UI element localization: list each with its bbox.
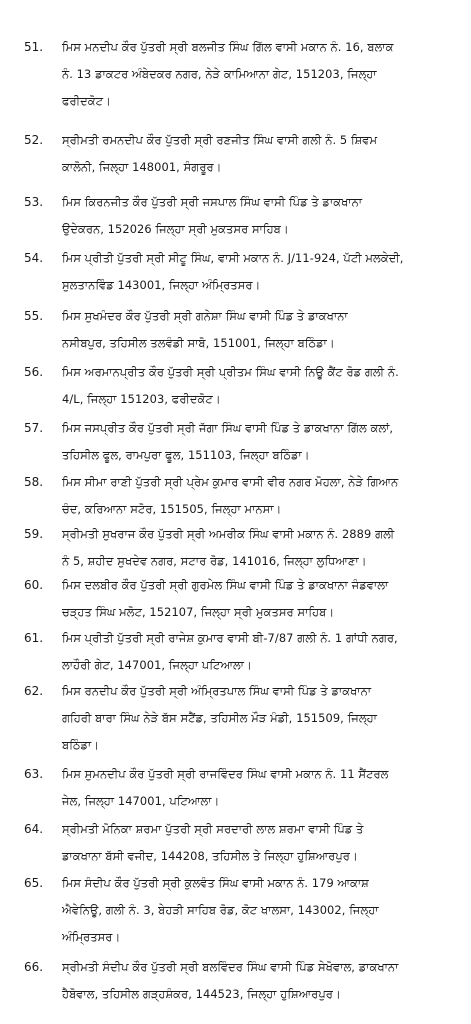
entry-text-line: ਮਿਸ ਅਰਮਾਨਪ੍ਰੀਤ ਕੌਰ ਪੁੱਤਰੀ ਸ੍ਰੀ ਪ੍ਰੀਤਮ ਸਿੰਘ ਵਾਸੀ ਨਿਊ ਕੈਂਟ ਰੋਡ ਗਲੀ ਨੰ. (62, 365, 399, 379)
entry-text-line: ਮਿਸ ਜਸਪ੍ਰੀਤ ਕੌਰ ਪੁੱਤਰੀ ਸ੍ਰੀ ਜੱਗਾ ਸਿੰਘ ਵਾਸੀ ਪਿੰਡ ਤੇ ਡਾਕਖਾਨਾ ਗਿੱਲ ਕਲਾਂ, (62, 421, 394, 435)
entry-number: 55. (24, 309, 44, 323)
entry-text-line: ਹੈਬੋਵਾਲ, ਤਹਿਸੀਲ ਗੜ੍ਹਸ਼ੰਕਰ, 144523, ਜਿਲ੍ਹਾ ਹੁਸ਼ਿਆਰਪੁਰ। (62, 987, 341, 1001)
entry-number: 57. (24, 421, 44, 435)
entry-number: 64. (24, 822, 44, 836)
entry-number: 62. (24, 684, 44, 698)
entry-text-line: ਐਵੇਨਿਊ, ਗਲੀ ਨੰ. 3, ਬੇਹੜੀ ਸਾਹਿਬ ਰੋਡ, ਕੋਟ ਖਾਲਸਾ, 143002, ਜਿਲ੍ਹਾ (62, 903, 379, 917)
entry-text-line: ਮਿਸ ਪ੍ਰੀਤੀ ਪੁੱਤਰੀ ਸ੍ਰੀ ਸੀਟੂ ਸਿੰਘ, ਵਾਸੀ ਮਕਾਨ ਨੰ. J/11-924, ਪੱਟੀ ਮਲਕੇਦੀ, (62, 251, 404, 265)
entry-text-line: 4/L, ਜਿਲ੍ਹਾ 151203, ਫਰੀਦਕੋਟ। (62, 392, 221, 406)
entry-text-line: ਮਿਸ ਸੁਖਮੰਦਰ ਕੌਰ ਪੁੱਤਰੀ ਸ੍ਰੀ ਗਨੇਸ਼ਾ ਸਿੰਘ ਵਾਸੀ ਪਿੰਡ ਤੇ ਡਾਕਖਾਨਾ (62, 309, 348, 323)
entry-text-line: ਸੁਲਤਾਨਵਿੰਡ 143001, ਜਿਲ੍ਹਾ ਅੰਮ੍ਰਿਤਸਰ। (62, 278, 261, 292)
entry-text-line: ਨੰ 5, ਸ਼ਹੀਦ ਸੁਖਦੇਵ ਨਗਰ, ਸਟਾਰ ਰੋਡ, 141016, ਜਿਲ੍ਹਾ ਲੁਧਿਆਣਾ। (62, 554, 367, 568)
entry-text-line: ਅੰਮ੍ਰਿਤਸਰ। (62, 930, 121, 944)
entry-text-line: ਨੰ. 13 ਡਾਕਟਰ ਅੰਬੇਦਕਰ ਨਗਰ, ਨੇੜੇ ਕਾਮਿਆਨਾ ਗੇਟ, 151203, ਜਿਲ੍ਹਾ (62, 67, 377, 81)
entry-number: 51. (24, 40, 44, 54)
entry-text-line: ਮਿਸ ਸੰਦੀਪ ਕੌਰ ਪੁੱਤਰੀ ਸ੍ਰੀ ਕੁਲਵੰਤ ਸਿੰਘ ਵਾਸੀ ਮਕਾਨ ਨੰ. 179 ਆਕਾਸ਼ (62, 876, 369, 890)
entry-text-line: ਬਠਿੰਡਾ। (62, 738, 99, 752)
entry-text-line: ਡਾਕਖਾਨਾ ਬੱਸੀ ਵਜੀਦ, 144208, ਤਹਿਸੀਲ ਤੇ ਜਿਲ੍ਹਾ ਹੁਸ਼ਿਆਰਪੁਰ। (62, 849, 358, 863)
entry-text-line: ਸ੍ਰੀਮਤੀ ਸੰਦੀਪ ਕੌਰ ਪੁੱਤਰੀ ਸ੍ਰੀ ਬਲਵਿੰਦਰ ਸਿੰਘ ਵਾਸੀ ਪਿੰਡ ਸੇਖੋਵਾਲ, ਡਾਕਖਾਨਾ (62, 960, 399, 974)
entry-text-line: ਫਰੀਦਕੋਟ। (62, 94, 111, 108)
entry-number: 58. (24, 475, 44, 489)
entry-text-line: ਮਿਸ ਪ੍ਰੀਤੀ ਪੁੱਤਰੀ ਸ੍ਰੀ ਰਾਜੇਸ਼ ਕੁਮਾਰ ਵਾਸੀ ਬੀ-7/87 ਗਲੀ ਨੰ. 1 ਗਾਂਧੀ ਨਗਰ, (62, 631, 398, 645)
entry-text-line: ਸ੍ਰੀਮਤੀ ਮੋਨਿਕਾ ਸ਼ਰਮਾ ਪੁੱਤਰੀ ਸ੍ਰੀ ਸਰਦਾਰੀ ਲਾਲ ਸ਼ਰਮਾ ਵਾਸੀ ਪਿੰਡ ਤੇ (62, 822, 364, 836)
entry-text-line: ਨਸੀਬਪੁਰ, ਤਹਿਸੀਲ ਤਲਵੰਡੀ ਸਾਬੋ, 151001, ਜਿਲ੍ਹਾ ਬਠਿੰਡਾ। (62, 336, 335, 350)
entry-text-line: ਲਾਹੌਰੀ ਗੇਟ, 147001, ਜਿਲ੍ਹਾ ਪਟਿਆਲਾ। (62, 658, 252, 672)
entry-text-line: ਚੜ੍ਹਤ ਸਿੰਘ ਮਲੋਟ, 152107, ਜਿਲ੍ਹਾ ਸ੍ਰੀ ਮੁਕਤਸਰ ਸਾਹਿਬ। (62, 605, 335, 619)
entry-number: 59. (24, 527, 44, 541)
entry-number: 56. (24, 365, 44, 379)
entry-number: 60. (24, 578, 44, 592)
entry-text-line: ਤਹਿਸੀਲ ਫੂਲ, ਰਾਮਪੁਰਾ ਫੂਲ, 151103, ਜਿਲ੍ਹਾ ਬਠਿੰਡਾ। (62, 448, 310, 462)
entry-text-line: ਮਿਸ ਕਿਰਨਜੀਤ ਕੌਰ ਪੁੱਤਰੀ ਸ੍ਰੀ ਜਸਪਾਲ ਸਿੰਘ ਵਾਸੀ ਪਿੰਡ ਤੇ ਡਾਕਖਾਨਾ (62, 195, 363, 209)
entry-text-line: ਜੇਲ, ਜਿਲ੍ਹਾ 147001, ਪਟਿਆਲਾ। (62, 794, 220, 808)
entry-number: 63. (24, 767, 44, 781)
entry-number: 52. (24, 133, 44, 147)
entry-text-line: ਮਿਸ ਦਲਬੀਰ ਕੌਰ ਪੁੱਤਰੀ ਸ੍ਰੀ ਗੁਰਮੇਲ ਸਿੰਘ ਵਾਸੀ ਪਿੰਡ ਤੇ ਡਾਕਖਾਨਾ ਜੰਡਵਾਲਾ (62, 578, 389, 592)
entry-number: 54. (24, 251, 44, 265)
entry-text-line: ਮਿਸ ਰਨਦੀਪ ਕੌਰ ਪੁੱਤਰੀ ਸ੍ਰੀ ਅੰਮ੍ਰਿਤਪਾਲ ਸਿੰਘ ਵਾਸੀ ਪਿੰਡ ਤੇ ਡਾਕਖਾਨਾ (62, 684, 372, 698)
entry-text-line: ਕਾਲੋਨੀ, ਜਿਲ੍ਹਾ 148001, ਸੰਗਰੂਰ। (62, 160, 222, 174)
entry-number: 66. (24, 960, 44, 974)
entry-text-line: ਮਿਸ ਮਨਦੀਪ ਕੌਰ ਪੁੱਤਰੀ ਸ੍ਰੀ ਬਲਜੀਤ ਸਿੰਘ ਗਿੱਲ ਵਾਸੀ ਮਕਾਨ ਨੰ. 16, ਬਲਾਕ (62, 40, 394, 54)
entry-number: 53. (24, 195, 44, 209)
entry-text-line: ਮਿਸ ਸੀਮਾ ਰਾਣੀ ਪੁੱਤਰੀ ਸ੍ਰੀ ਪ੍ਰੇਮ ਕੁਮਾਰ ਵਾਸੀ ਵੀਰ ਨਗਰ ਮੋਹਲਾ, ਨੇੜੇ ਗਿਆਨ (62, 475, 399, 489)
entry-number: 61. (24, 631, 44, 645)
entry-text-line: ਸ੍ਰੀਮਤੀ ਰਮਨਦੀਪ ਕੌਰ ਪੁੱਤਰੀ ਸ੍ਰੀ ਰਣਜੀਤ ਸਿੰਘ ਵਾਸੀ ਗਲੀ ਨੰ. 5 ਸ਼ਿਵਮ (62, 133, 378, 147)
entry-text-line: ਚੰਦ, ਕਰਿਆਨਾ ਸਟੋਰ, 151505, ਜਿਲ੍ਹਾ ਮਾਨਸਾ। (62, 502, 282, 516)
entry-text-line: ਉਦੇਕਰਨ, 152026 ਜਿਲ੍ਹਾ ਸ੍ਰੀ ਮੁਕਤਸਰ ਸਾਹਿਬ। (62, 222, 289, 236)
entry-text-line: ਸ੍ਰੀਮਤੀ ਸੁਖਰਾਜ ਕੌਰ ਪੁੱਤਰੀ ਸ੍ਰੀ ਅਮਰੀਕ ਸਿੰਘ ਵਾਸੀ ਮਕਾਨ ਨੰ. 2889 ਗਲੀ (62, 527, 395, 541)
entry-number: 65. (24, 876, 44, 890)
entry-text-line: ਮਿਸ ਸੁਮਨਦੀਪ ਕੌਰ ਪੁੱਤਰੀ ਸ੍ਰੀ ਰਾਜਵਿੰਦਰ ਸਿੰਘ ਵਾਸੀ ਮਕਾਨ ਨੰ. 11 ਸੈਂਟਰਲ (62, 767, 389, 781)
entry-text-line: ਗਹਿਰੀ ਬਾਰਾ ਸਿੰਘ ਨੇੜੇ ਬੱਸ ਸਟੈਂਡ, ਤਹਿਸੀਲ ਮੌੜ ਮੰਡੀ, 151509, ਜਿਲ੍ਹਾ (62, 711, 377, 725)
